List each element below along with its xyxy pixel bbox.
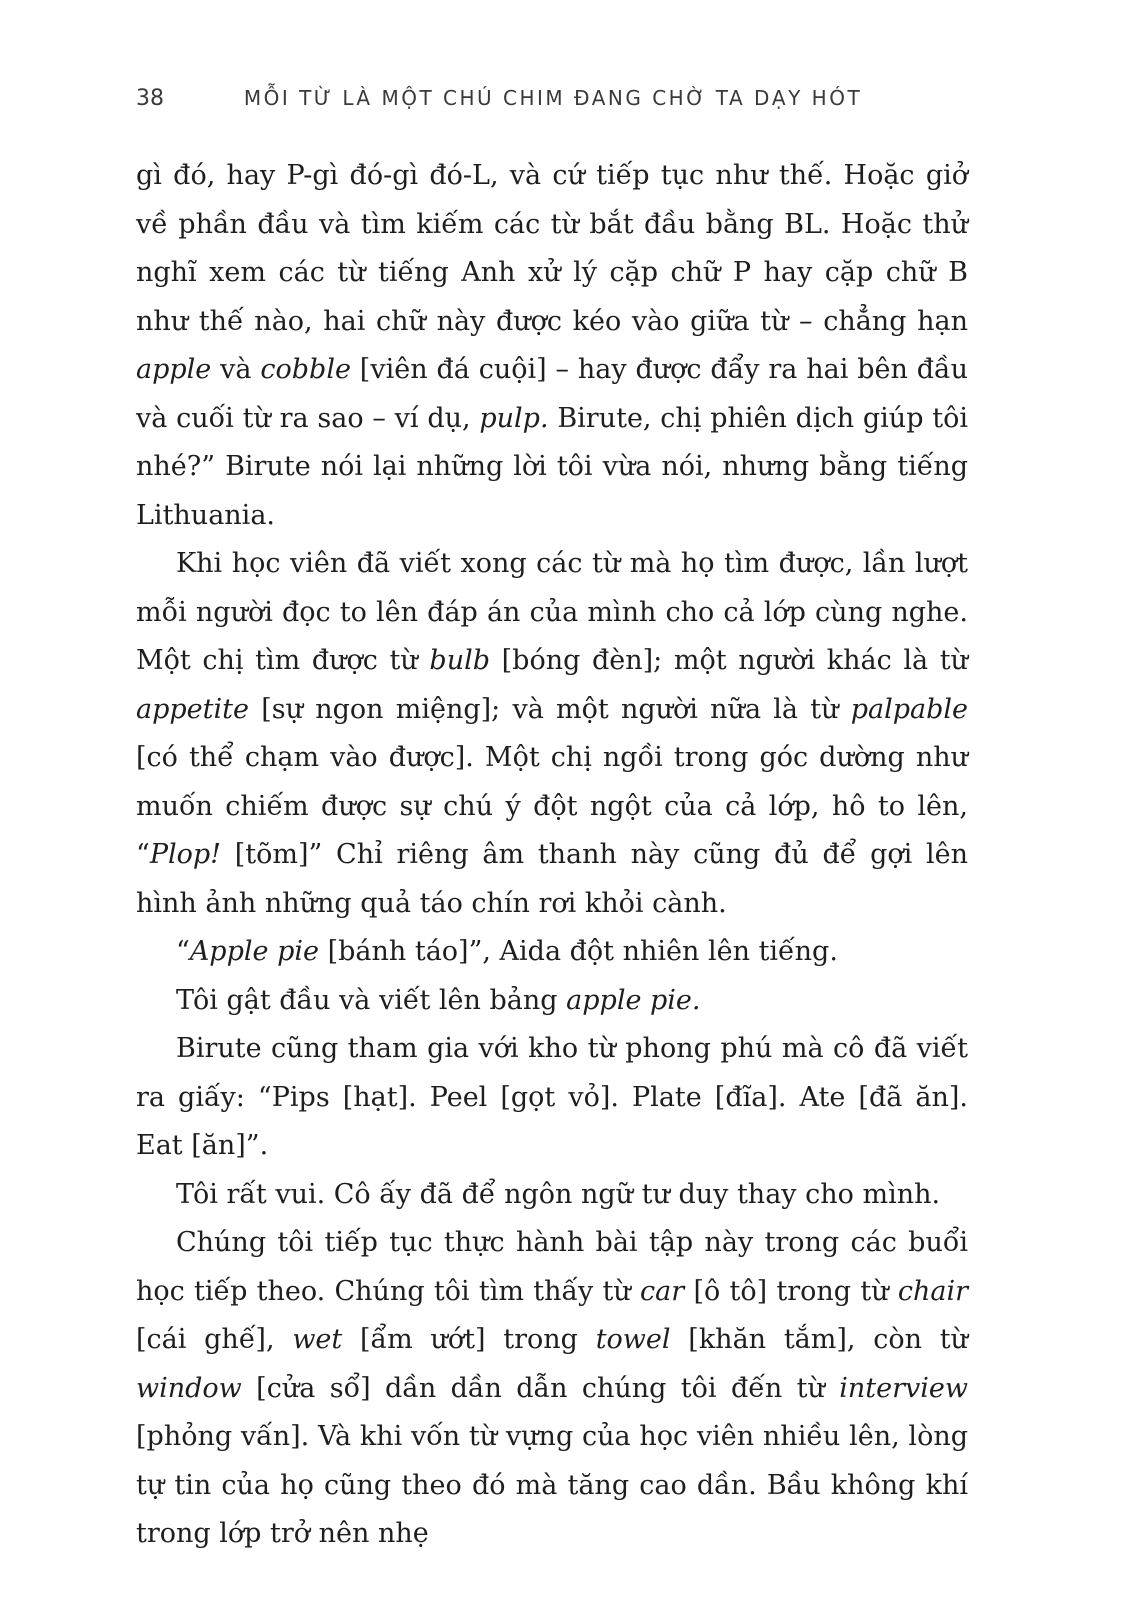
text-segment: [có thể chạm vào được]. Một chị ngồi trong góc dường như muốn chiếm được sự chú ý đột ngột của cả lớp, hô to lên, “ <box>136 742 968 870</box>
text-segment: [sự ngon miệng]; và một người nữa là từ <box>248 693 851 725</box>
text-segment: [cửa sổ] dần dần dẫn chúng tôi đến từ <box>241 1372 840 1404</box>
italic-text-segment: Plop! <box>149 839 222 870</box>
italic-text-segment: wet <box>292 1324 343 1355</box>
text-segment: “ <box>176 936 190 967</box>
page-number: 38 <box>136 86 164 111</box>
italic-text-segment: interview <box>839 1372 968 1404</box>
text-segment: [ô tô] trong từ <box>684 1275 898 1307</box>
paragraph <box>136 1025 968 1171</box>
body-text <box>136 152 968 1559</box>
running-title: MỖI TỪ LÀ MỘT CHÚ CHIM ĐANG CHỜ TA DẠY HÓT <box>243 86 863 110</box>
paragraph <box>136 152 968 540</box>
paragraph <box>136 1171 968 1220</box>
italic-text-segment: Apple pie <box>189 936 319 967</box>
italic-text-segment: window <box>136 1372 242 1404</box>
text-segment: [khăn tắm], còn từ <box>670 1324 968 1355</box>
italic-text-segment: appetite <box>136 693 249 725</box>
text-segment: Birute cũng tham gia với kho từ phong phú mà cô đã viết ra giấy: “Pips [hạt]. Peel [gọt vỏ]. Plate [đĩa]. Ate [đã ăn]. Eat [ăn]”. <box>136 1033 968 1161</box>
italic-text-segment: apple <box>136 354 212 385</box>
text-segment: [viên đá cuội] – hay được đẩy ra hai bên đầu và cuối từ ra sao – ví dụ, <box>136 354 968 434</box>
text-segment: và <box>211 354 261 385</box>
text-segment: [bóng đèn]; một người khác là từ <box>490 645 968 676</box>
italic-text-segment: cobble <box>260 354 351 385</box>
text-segment: Tôi rất vui. Cô ấy đã để ngôn ngữ tư duy thay cho mình. <box>176 1178 941 1210</box>
text-segment: [ẩm ướt] trong <box>342 1324 596 1355</box>
text-segment: gì đó, hay P-gì đó-gì đó-L, và cứ tiếp tục như thế. Hoặc giở về phần đầu và tìm kiếm các từ bắt đầu bằng BL. Hoặc thử nghĩ xem các từ tiếng Anh xử lý cặp chữ P hay cặp chữ B như thế nào, hai chữ này được kéo vào giữa từ – chẳng hạn <box>136 160 968 337</box>
italic-text-segment: pulp. <box>479 402 549 434</box>
text-segment: Chúng tôi tiếp tục thực hành bài tập này trong các buổi học tiếp theo. Chúng tôi tìm thấy từ <box>136 1227 968 1307</box>
text-segment: [bánh táo]”, Aida đột nhiên lên tiếng. <box>318 936 838 967</box>
italic-text-segment: palpable <box>850 693 968 725</box>
text-segment: [cái ghế], <box>136 1324 293 1355</box>
italic-text-segment: car <box>640 1275 685 1307</box>
paragraph <box>136 928 968 977</box>
text-segment: Tôi gật đầu và viết lên bảng <box>176 984 567 1016</box>
italic-text-segment: towel <box>595 1324 671 1355</box>
paragraph <box>136 540 968 928</box>
page-header <box>136 86 970 116</box>
italic-text-segment: apple pie. <box>566 984 701 1016</box>
paragraph <box>136 977 968 1026</box>
italic-text-segment: chair <box>897 1275 969 1307</box>
text-segment: Khi học viên đã viết xong các từ mà họ tìm được, lần lượt mỗi người đọc to lên đáp án của mình cho cả lớp cùng nghe. Một chị tìm được từ <box>136 548 968 676</box>
paragraph <box>136 1219 968 1559</box>
text-segment: [tõm]” Chỉ riêng âm thanh này cũng đủ để gợi lên hình ảnh những quả táo chín rơi khỏi cành. <box>136 839 968 919</box>
text-segment: Birute, chị phiên dịch giúp tôi nhé?” Birute nói lại những lời tôi vừa nói, nhưng bằng tiếng Lithuania. <box>136 402 968 531</box>
italic-text-segment: bulb <box>429 645 490 676</box>
text-segment: [phỏng vấn]. Và khi vốn từ vựng của học viên nhiều lên, lòng tự tin của họ cũng theo đó mà tăng cao dần. Bầu không khí trong lớp trở nên nhẹ <box>136 1421 968 1549</box>
